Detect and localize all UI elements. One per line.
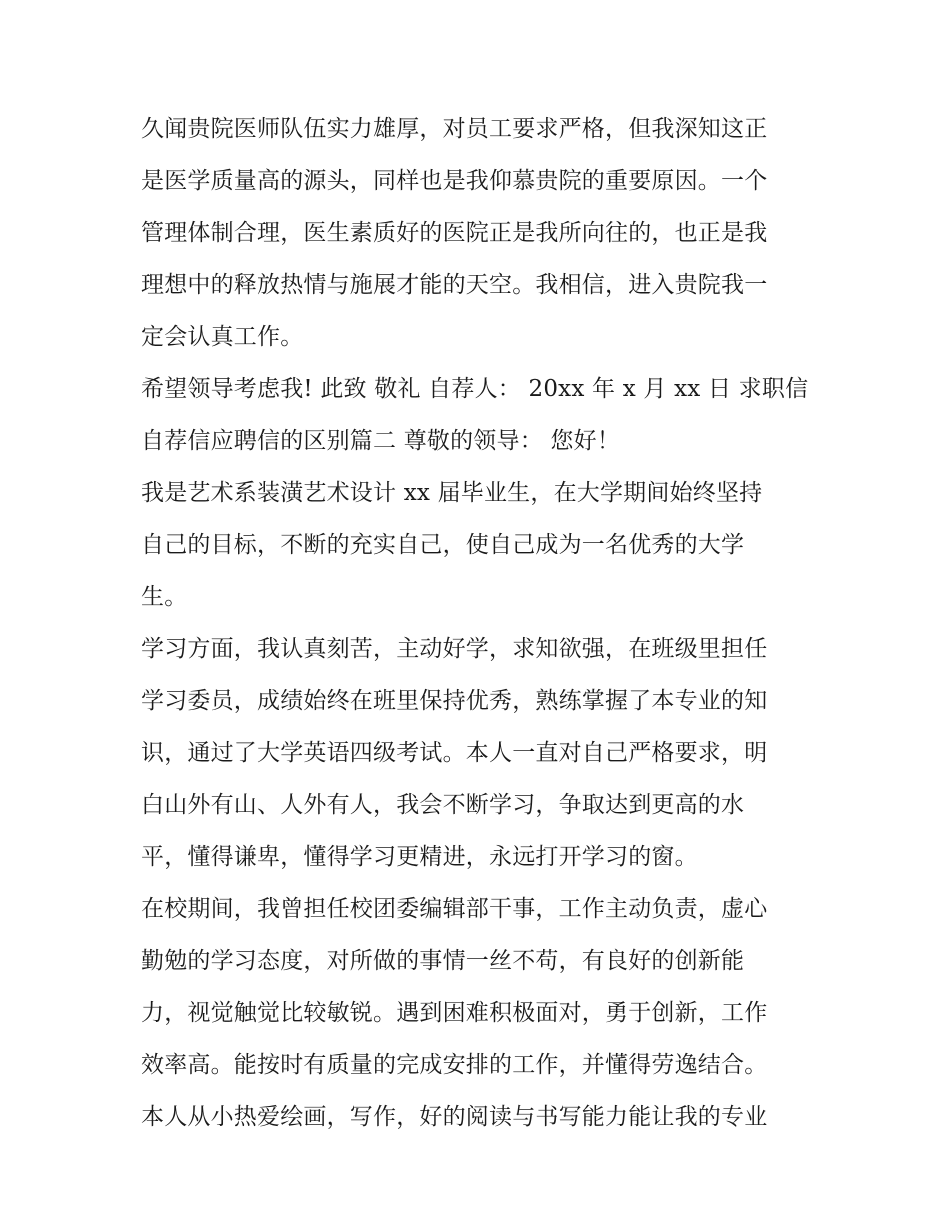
paragraph-campus-work [141,883,821,1091]
text-line: 自荐信应聘信的区别篇二 尊敬的领导： 您好！ [141,428,621,454]
text-line: 本人从小热爱绘画，写作，好的阅读与书写能力能让我的专业 [141,1104,768,1130]
text-line: 我是艺术系装潢艺术设计 xx 届毕业生，在大学期间始终坚持 [141,480,763,506]
text-line: 勤勉的学习态度，对所做的事情一丝不苟，有良好的创新能 [141,948,745,974]
text-line: 定会认真工作。 [141,324,304,350]
text-line: 效率高。能按时有质量的完成安排的工作，并懂得劳逸结合。 [141,1052,768,1078]
text-line: 在校期间，我曾担任校团委编辑部干事，工作主动负责，虚心 [141,896,768,922]
text-line: 学习方面，我认真刻苦，主动好学，求知欲强，在班级里担任 [141,636,768,662]
paragraph-self-introduction [141,467,821,623]
text-line: 久闻贵院医师队伍实力雄厚，对员工要求严格，但我深知这正 [141,116,768,142]
paragraph-study [141,623,821,883]
paragraph-hospital-intro [141,103,821,363]
text-line: 学习委员，成绩始终在班里保持优秀，熟练掌握了本专业的知 [141,688,768,714]
text-line: 识，通过了大学英语四级考试。本人一直对自己严格要求，明 [141,740,768,766]
text-line: 力，视觉触觉比较敏锐。遇到困难积极面对，勇于创新，工作 [141,1000,768,1026]
paragraph-closing-and-greeting [141,363,821,467]
document-body [141,103,821,1143]
paragraph-hobbies [141,1091,821,1143]
text-line: 平，懂得谦卑，懂得学习更精进，永远打开学习的窗。 [141,844,698,870]
text-line: 希望领导考虑我! 此致 敬礼 自荐人： 20xx 年 x 月 xx 日 求职信 [141,376,809,402]
text-line: 是医学质量高的源头，同样也是我仰慕贵院的重要原因。一个 [141,168,768,194]
text-line: 管理体制合理，医生素质好的医院正是我所向往的，也正是我 [141,220,768,246]
text-line: 白山外有山、人外有人，我会不断学习，争取达到更高的水 [141,792,745,818]
text-line: 自己的目标，不断的充实自己，使自己成为一名优秀的大学 [141,532,745,558]
text-line: 理想中的释放热情与施展才能的天空。我相信，进入贵院我一 [141,272,768,298]
text-line: 生。 [141,584,188,610]
